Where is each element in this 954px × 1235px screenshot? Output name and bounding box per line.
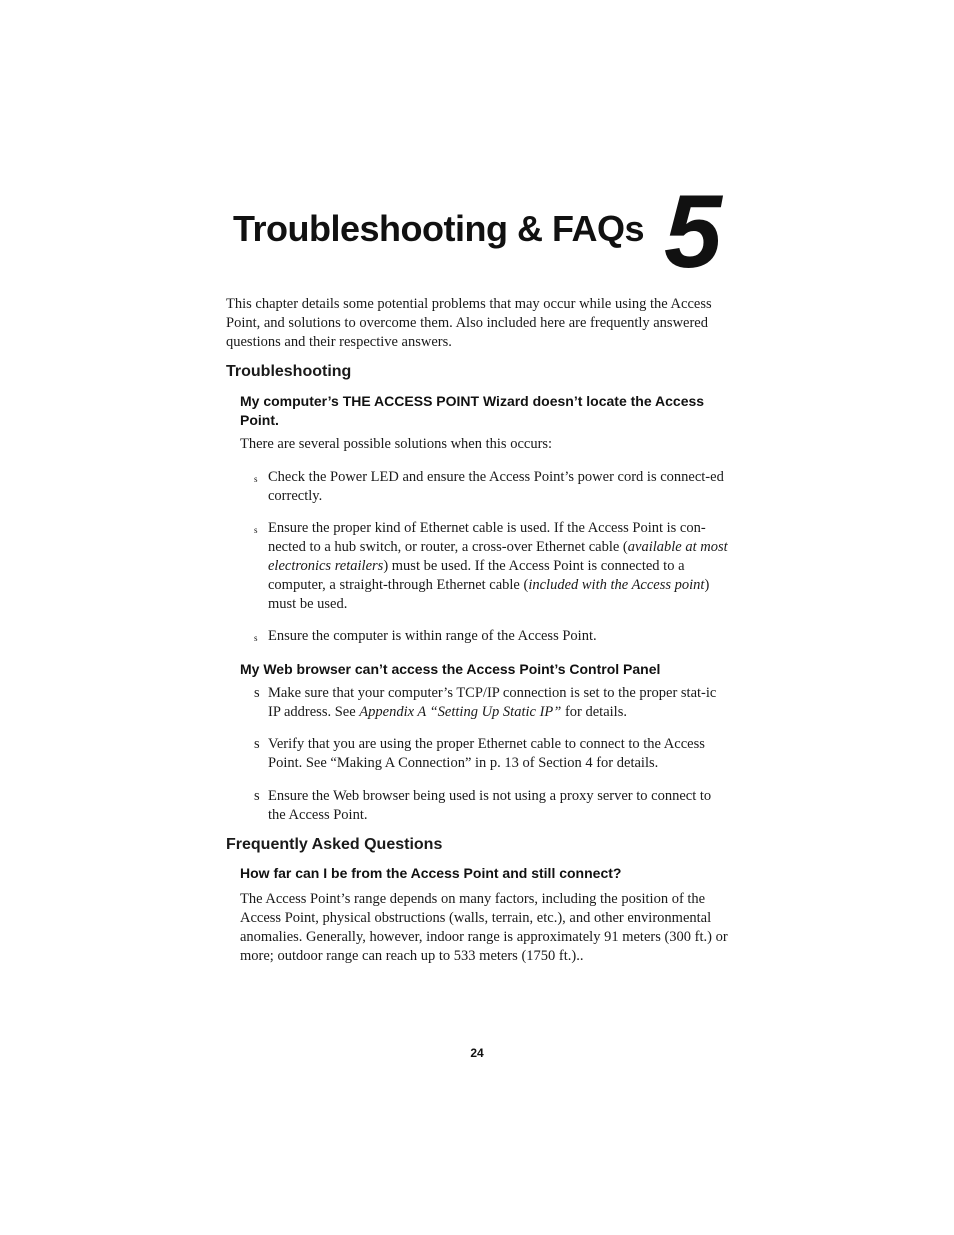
text-run: ) must be used. — [268, 577, 710, 612]
troubleshooting-q1-heading: My computer’s THE ACCESS POINT Wizard doesn’t locate the Access Point. — [240, 393, 705, 428]
troubleshooting-heading: Troubleshooting — [226, 363, 352, 380]
chapter-title: Troubleshooting & FAQs — [233, 208, 644, 249]
italic-text: available at most electronics retailers — [268, 539, 728, 574]
list-item-text: Check the Power LED and ensure the Access Point’s power cord is connect-ed correctly. — [268, 469, 724, 504]
italic-text: Appendix A “Setting Up Static IP” — [359, 704, 562, 720]
list-item — [254, 684, 730, 724]
faq-q1-heading: How far can I be from the Access Point and still connect? — [240, 865, 622, 881]
list-item — [254, 787, 730, 827]
list-item-text: Ensure the Web browser being used is not using a proxy server to connect to the Access Point. — [268, 788, 712, 823]
list-item-text: Ensure the computer is within range of the Access Point. — [268, 628, 597, 644]
chapter-number: 5 — [664, 174, 722, 290]
list-item — [254, 735, 730, 775]
italic-text: included with the Access point — [528, 577, 705, 593]
bullet-mark: s — [254, 633, 258, 643]
troubleshooting-q2-heading: My Web browser can’t access the Access Point’s Control Panel — [240, 661, 661, 677]
page-number: 24 — [470, 1046, 484, 1060]
text-run: Ensure the proper kind of Ethernet cable is used. If the Access Point is con-nected to a hub switch, or router, a cross-over Ethernet cable ( — [268, 520, 706, 555]
list-item — [254, 519, 730, 615]
bullet-mark: s — [254, 685, 260, 701]
list-item-text — [268, 684, 728, 722]
bullet-mark: s — [254, 736, 260, 752]
bullet-mark: s — [254, 525, 258, 535]
list-item-text — [268, 519, 728, 614]
faq-q1-answer: The Access Point’s range depends on many factors, including the position of the Access Point, physical obstructions (walls, terrain, etc.), and other environmental anomalies. Generally, however, indoor range is approximately 91 meters (300 ft.) or more; outdoor range can reach up to 533 meters (1750 ft.).. — [240, 891, 728, 964]
text-run: ) must be used. If the Access Point is connected to a computer, a straight-through Ethernet cable ( — [268, 558, 685, 593]
list-item — [254, 627, 730, 647]
list-item — [254, 468, 730, 508]
text-run: for details. — [561, 704, 627, 720]
list-item-text: Verify that you are using the proper Ethernet cable to connect to the Access Point. See “Making A Connection” in p. 13 of Section 4 for details. — [268, 736, 705, 771]
intro-paragraph: This chapter details some potential problems that may occur while using the Access Point, and solutions to overcome them. Also included here are frequently answered questions and their respective answers. — [226, 296, 712, 350]
text-run: Make sure that your computer’s TCP/IP connection is set to the proper stat-ic IP address. See — [268, 685, 717, 720]
troubleshooting-q1-lead: There are several possible solutions when this occurs: — [240, 436, 553, 452]
bullet-mark: s — [254, 474, 258, 484]
faq-heading: Frequently Asked Questions — [226, 836, 443, 853]
bullet-mark: s — [254, 788, 260, 804]
